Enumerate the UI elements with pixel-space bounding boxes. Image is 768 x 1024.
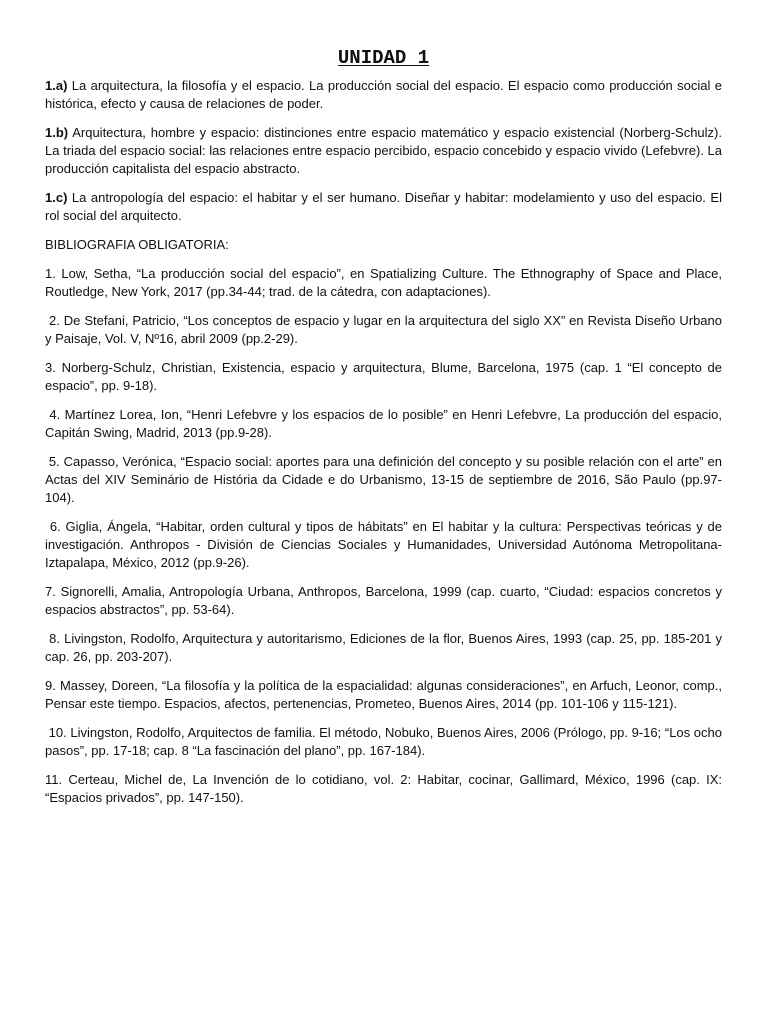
- reference-item: 6. Giglia, Ángela, “Habitar, orden cultural y tipos de hábitats” en El habitar y la cultura: Perspectivas teóricas y de investigación. Anthropos - División de Ciencias Sociales y Humanidades, Universidad Autónoma Metropolitana-Iztapalapa, México, 2012 (pp.9-26).: [45, 519, 726, 570]
- section-label: 1.c): [45, 190, 68, 205]
- reference-item: 2. De Stefani, Patricio, “Los conceptos de espacio y lugar en la arquitectura del siglo XX” en Revista Diseño Urbano y Paisaje, Vol. V, Nº16, abril 2009 (pp.2-29).: [45, 313, 726, 346]
- reference-item: 7. Signorelli, Amalia, Antropología Urbana, Anthropos, Barcelona, 1999 (cap. cuarto, “Ciudad: espacios concretos y espacios abstractos”, pp. 53-64).: [45, 584, 726, 617]
- reference-item: 5. Capasso, Verónica, “Espacio social: aportes para una definición del concepto y su posible relación con el arte” en Actas del XIV Seminário de História da Cidade e do Urbanismo, 13-15 de septiembre de 2016, São Paulo (pp.97-104).: [45, 454, 725, 505]
- section-text: La antropología del espacio: el habitar y el ser humano. Diseñar y habitar: modelamiento y uso del espacio. El rol social del arquitecto.: [45, 190, 722, 223]
- document-page: [45, 0, 726, 818]
- reference-item: 11. Certeau, Michel de, La Invención de lo cotidiano, vol. 2: Habitar, cocinar, Gallimard, México, 1996 (cap. IX: “Espacios privados”, pp. 147-150).: [45, 772, 726, 805]
- reference-item: 1. Low, Setha, “La producción social del espacio”, en Spatializing Culture. The Ethnography of Space and Place, Routledge, New York, 2017 (pp.34-44; trad. de la cátedra, con adaptaciones).: [45, 266, 726, 299]
- section-label: 1.a): [45, 78, 68, 93]
- section-label: 1.b): [45, 125, 69, 140]
- reference-item: 4. Martínez Lorea, Ion, “Henri Lefebvre y los espacios de lo posible” en Henri Lefebvre, La producción del espacio, Capitán Swing, Madrid, 2013 (pp.9-28).: [45, 407, 726, 440]
- section-text: La arquitectura, la filosofía y el espacio. La producción social del espacio. El espacio como producción social e histórica, efecto y causa de relaciones de poder.: [45, 78, 722, 111]
- reference-item: 8. Livingston, Rodolfo, Arquitectura y autoritarismo, Ediciones de la flor, Buenos Aires, 1993 (cap. 25, pp. 185-201 y cap. 26, pp. 203-207).: [45, 631, 726, 664]
- reference-item: 10. Livingston, Rodolfo, Arquitectos de familia. El método, Nobuko, Buenos Aires, 2006 (Prólogo, pp. 9-16; “Los ocho pasos”, pp. 17-18; cap. 8 “La fascinación del plano”, pp. 167-184).: [45, 725, 726, 758]
- section-1a: [45, 77, 722, 113]
- reference-item: 9. Massey, Doreen, “La filosofía y la política de la espacialidad: algunas consideraciones”, en Arfuch, Leonor, comp., Pensar este tiempo. Espacios, afectos, pertenencias, Prometeo, Buenos Aires, 2014 (pp. 101-106 y 115-121).: [45, 678, 726, 711]
- bibliography-heading: BIBLIOGRAFIA OBLIGATORIA:: [45, 237, 229, 252]
- section-1b: [45, 124, 722, 178]
- section-1c: [45, 189, 722, 225]
- reference-item: 3. Norberg-Schulz, Christian, Existencia, espacio y arquitectura, Blume, Barcelona, 1975 (cap. 1 “El concepto de espacio”, pp. 9-18).: [45, 360, 726, 393]
- document-title: UNIDAD 1: [337, 47, 430, 69]
- section-text: Arquitectura, hombre y espacio: distinciones entre espacio matemático y espacio existencial (Norberg-Schulz). La triada del espacio social: las relaciones entre espacio percibido, espacio concebido y espacio vivido (Lefebvre). La producción capitalista del espacio abstracto.: [45, 125, 722, 176]
